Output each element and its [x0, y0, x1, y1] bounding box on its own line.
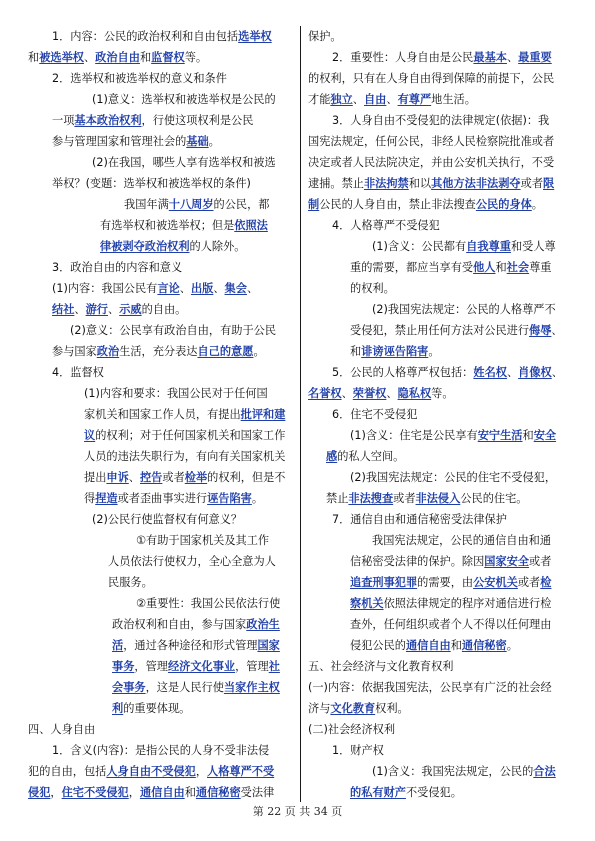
text-line — [28, 320, 294, 341]
text-line — [308, 215, 570, 236]
text-line — [28, 740, 294, 761]
text-run: 3．人身自由不受侵犯的法律规定(依据)：我 — [332, 114, 550, 127]
text-run: (1)含义：住宅是公民享有 — [350, 429, 478, 442]
text-run: (1)内容和要求：我国公民对于任何国 — [84, 387, 268, 400]
keyword-highlight: 他人 — [473, 261, 496, 274]
text-run: 济与 — [308, 702, 331, 715]
text-line — [28, 299, 294, 320]
text-run: 1．财产权 — [332, 744, 384, 757]
text-run: 或者 — [529, 555, 552, 568]
keyword-highlight: 侵犯 — [28, 786, 51, 799]
text-run: 的重要体现。 — [123, 702, 191, 715]
text-run: 决定或者人民法院决定，并由公安机关执行，不受 — [308, 156, 555, 169]
text-run: 1．内容：公民的政治权利和自由包括 — [52, 30, 239, 43]
text-run: 7．通信自由和通信秘密受法律保护 — [332, 513, 507, 526]
keyword-highlight: 经济文化事业 — [167, 660, 236, 673]
text-run: 犯的自由，包括 — [28, 765, 107, 778]
text-line — [28, 635, 294, 656]
text-run: 、 — [179, 282, 191, 295]
text-run: 我国宪法规定，公民的通信自由和通 — [372, 534, 552, 547]
text-line — [28, 614, 294, 635]
text-run: 、 — [83, 51, 96, 64]
keyword-highlight: 批评和建 — [240, 408, 286, 421]
text-run: 和受人尊 — [510, 240, 556, 253]
keyword-highlight: 通信自由 — [405, 639, 451, 652]
text-line — [308, 467, 570, 488]
text-line — [308, 362, 570, 383]
text-run: 3．政治自由的内容和意义 — [52, 261, 183, 274]
text-line — [28, 152, 294, 173]
text-line — [28, 215, 294, 236]
text-line — [308, 341, 570, 362]
text-run: 尊重 — [529, 261, 552, 274]
keyword-highlight: 独立 — [330, 93, 353, 106]
text-line — [28, 194, 294, 215]
keyword-highlight: 出版 — [190, 282, 214, 295]
text-run: 民服务。 — [108, 576, 153, 589]
text-run: 国宪法规定，任何公民，非经人民检察院批准或者 — [308, 135, 555, 148]
text-run: ，管理 — [235, 660, 269, 673]
text-line — [28, 488, 294, 509]
text-line — [308, 320, 570, 341]
text-run: 等。 — [431, 387, 454, 400]
text-line — [28, 446, 294, 467]
text-line — [308, 509, 570, 530]
keyword-highlight: 有尊严 — [397, 93, 432, 106]
text-run: 2．选举权和被选举权的意义和条件 — [52, 72, 227, 85]
text-run: 得 — [84, 492, 96, 505]
text-line — [308, 530, 570, 551]
text-run: 权利。 — [375, 702, 409, 715]
text-run: 人员依法行使权力，全心全意为人 — [108, 555, 276, 568]
keyword-highlight: 捏造 — [95, 492, 118, 505]
keyword-highlight: 名誉权 — [308, 387, 342, 400]
text-run: 的权利，只有在人身自由得到保障的前提下，公民 — [308, 72, 555, 85]
keyword-highlight: 最基本 — [473, 51, 507, 64]
keyword-highlight: 事务 — [112, 660, 135, 673]
text-line — [308, 131, 570, 152]
text-run: 。 — [251, 492, 264, 505]
text-run: ，通过各种途径和形式管理 — [123, 639, 258, 652]
text-line — [308, 635, 570, 656]
text-run: 的公民，都 — [213, 198, 270, 211]
text-run: 或者 — [520, 177, 544, 190]
text-run: 禁止 — [326, 492, 349, 505]
text-run: 的自由。 — [141, 303, 187, 316]
keyword-highlight: 感 — [326, 450, 338, 463]
keyword-highlight: 社会 — [506, 261, 530, 274]
text-run: 的私人空间。 — [337, 450, 405, 463]
keyword-highlight: 当家作主权 — [223, 681, 280, 694]
text-run: 2．重要性：人身自由是公民 — [332, 51, 474, 64]
text-run: 和 — [495, 261, 507, 274]
text-run: 5．公民的人格尊严权包括： — [332, 366, 474, 379]
text-run: 、 — [551, 324, 563, 337]
text-run: 等。 — [184, 51, 208, 64]
text-line — [28, 257, 294, 278]
text-run: (二)社会经济权利 — [308, 723, 396, 736]
text-line — [308, 404, 570, 425]
keyword-highlight: 察机关 — [350, 597, 384, 610]
text-run: 4．人格尊严不受侵犯 — [332, 219, 440, 232]
keyword-highlight: 文化教育 — [330, 702, 376, 715]
text-run: 4．监督权 — [52, 366, 104, 379]
text-run: (1)意义：选举权和被选举权是公民的 — [92, 93, 276, 106]
keyword-highlight: 住宅不受侵犯 — [61, 786, 129, 799]
text-run: 。 — [208, 135, 220, 148]
keyword-highlight: 通信自由 — [139, 786, 185, 799]
text-run: 。 — [428, 345, 440, 358]
keyword-highlight: 会事务 — [112, 681, 146, 694]
text-run: 、 — [213, 282, 225, 295]
text-run: 公民的人身自由，禁止非法搜查 — [319, 198, 476, 211]
text-run: 。 — [253, 345, 265, 358]
text-line — [28, 656, 294, 677]
text-run: 。 — [531, 198, 543, 211]
text-line — [308, 614, 570, 635]
text-line — [28, 131, 294, 152]
text-line — [28, 89, 294, 110]
keyword-highlight: 非法侵入 — [415, 492, 461, 505]
column-divider — [300, 26, 301, 802]
text-run: (2)在我国，哪些人享有选举权和被选 — [92, 156, 276, 169]
text-line — [308, 110, 570, 131]
text-run: 保护。 — [308, 30, 342, 43]
keyword-highlight: 自己的意愿 — [197, 345, 254, 358]
text-run: ， — [50, 786, 62, 799]
text-run: 四、人身自由 — [28, 723, 96, 736]
keyword-highlight: 检举 — [184, 471, 208, 484]
keyword-highlight: 利 — [112, 702, 124, 715]
text-run: 、 — [506, 366, 519, 379]
text-run: 我国年满 — [124, 198, 169, 211]
text-line — [308, 677, 570, 698]
keyword-highlight: 的私有财产 — [350, 786, 406, 799]
text-run: 的权利。 — [350, 282, 395, 295]
text-line — [308, 782, 570, 803]
text-line — [308, 257, 570, 278]
keyword-highlight: 合法 — [533, 765, 556, 778]
text-line — [308, 383, 570, 404]
keyword-highlight: 监督权 — [151, 51, 185, 64]
keyword-highlight: 政治自由 — [95, 51, 140, 64]
text-line — [308, 572, 570, 593]
text-run: (一)内容：依据我国宪法，公民享有广泛的社会经 — [308, 681, 552, 694]
text-run: (1)内容：我国公民有 — [52, 282, 158, 295]
keyword-highlight: 选举权 — [238, 30, 272, 43]
text-line — [28, 236, 294, 257]
text-line — [308, 89, 570, 110]
text-run: 或者歪曲事实进行 — [117, 492, 208, 505]
keyword-highlight: 诽谤诬告陷害 — [361, 345, 429, 358]
text-run: 1．含义(内容)：是指公民的人身不受非法侵 — [52, 744, 270, 757]
text-line — [28, 677, 294, 698]
text-run: 举权？(变题：选举权和被选举权的条件) — [52, 177, 251, 190]
text-run: 一项 — [52, 114, 75, 127]
keyword-highlight: 通信秘密 — [195, 786, 241, 799]
text-line — [28, 26, 294, 47]
keyword-highlight: 限 — [543, 177, 555, 190]
keyword-highlight: 安全 — [533, 429, 557, 442]
text-run: (1)含义：公民都有 — [372, 240, 467, 253]
text-line — [308, 551, 570, 572]
text-run: 或者 — [162, 471, 185, 484]
text-line — [308, 26, 570, 47]
text-line — [308, 656, 570, 677]
text-run: 的权利，但是不 — [207, 471, 286, 484]
keyword-highlight: 肖像权 — [518, 366, 552, 379]
keyword-highlight: 基本政治权利 — [74, 114, 142, 127]
keyword-highlight: 人格尊严不受 — [207, 765, 275, 778]
keyword-highlight: 政治生 — [246, 618, 280, 631]
text-run: ②重要性：我国公民依法行使 — [136, 597, 281, 610]
keyword-highlight: 控告 — [139, 471, 163, 484]
text-run: 重的需要，都应当享有受 — [350, 261, 474, 274]
text-run: 和 — [522, 429, 534, 442]
text-run: 参与国家 — [52, 345, 97, 358]
text-line — [308, 446, 570, 467]
text-line — [28, 782, 294, 803]
text-run: 、 — [74, 303, 86, 316]
text-run: 和 — [350, 345, 362, 358]
text-run: 或者 — [393, 492, 416, 505]
keyword-highlight: 集会 — [224, 282, 247, 295]
text-line — [28, 425, 294, 446]
text-line — [308, 299, 570, 320]
text-line — [308, 761, 570, 782]
text-run: 和 — [28, 51, 40, 64]
text-run: 6．住宅不受侵犯 — [332, 408, 418, 421]
text-run: 、 — [128, 471, 140, 484]
text-line — [28, 551, 294, 572]
text-run: 。 — [506, 639, 518, 652]
text-run: 才能 — [308, 93, 331, 106]
text-run: ，这是人民行使 — [145, 681, 224, 694]
keyword-highlight: 依照法 — [234, 219, 268, 232]
text-line — [308, 740, 570, 761]
text-run: 、 — [551, 366, 563, 379]
text-line — [28, 173, 294, 194]
text-line — [28, 47, 294, 68]
keyword-highlight: 非法搜查 — [348, 492, 394, 505]
text-run: 和 — [184, 786, 196, 799]
keyword-highlight: 通信秘密 — [461, 639, 507, 652]
keyword-highlight: 隐私权 — [397, 387, 432, 400]
text-run: 的人除外。 — [189, 240, 246, 253]
left-column — [28, 26, 294, 803]
text-line — [308, 488, 570, 509]
text-line — [28, 572, 294, 593]
text-run: 五、社会经济与文化教育权利 — [308, 660, 454, 673]
text-line — [308, 278, 570, 299]
text-line — [28, 110, 294, 131]
text-line — [28, 404, 294, 425]
keyword-highlight: 律被剥夺政治权利 — [100, 240, 190, 253]
keyword-highlight: 申诉 — [106, 471, 129, 484]
text-line — [28, 761, 294, 782]
text-line — [308, 719, 570, 740]
keyword-highlight: 言论 — [157, 282, 180, 295]
text-run: 受侵犯，禁止用任何方法对公民进行 — [350, 324, 530, 337]
text-run: ， — [195, 765, 208, 778]
text-run: 、 — [506, 51, 519, 64]
text-run: 或者 — [517, 576, 541, 589]
text-run: (2)意义：公民享有政治自由，有助于公民 — [70, 324, 277, 337]
keyword-highlight: 政治 — [96, 345, 120, 358]
text-run: 受法律 — [240, 786, 275, 799]
text-run: 地生活。 — [431, 93, 476, 106]
text-line — [308, 425, 570, 446]
text-run: 、 — [386, 93, 398, 106]
text-run: 和以 — [408, 177, 432, 190]
keyword-highlight: 公安机关 — [473, 576, 518, 589]
text-run: ①有助于国家机关及其工作 — [136, 534, 270, 547]
text-run: 有选举权和被选举权；但是 — [100, 219, 235, 232]
text-run: 、 — [246, 282, 259, 295]
keyword-highlight: 社 — [268, 660, 280, 673]
keyword-highlight: 诬告陷害 — [207, 492, 252, 505]
text-run: 政治权利和自由，参与国家 — [112, 618, 247, 631]
keyword-highlight: 游行 — [85, 303, 108, 316]
text-line — [28, 278, 294, 299]
page-footer: 第 22 页 共 34 页 — [252, 805, 343, 818]
keyword-highlight: 非法拘禁 — [363, 177, 409, 190]
text-line — [308, 698, 570, 719]
keyword-highlight: 侮辱 — [529, 324, 552, 337]
text-run: 、 — [352, 93, 364, 106]
text-run: 参与管理国家和管理社会的 — [52, 135, 187, 148]
keyword-highlight: 人身自由不受侵犯 — [106, 765, 196, 778]
text-line — [308, 236, 570, 257]
text-line — [308, 593, 570, 614]
keyword-highlight: 示威 — [119, 303, 142, 316]
text-run: 依照法律规定的程序对通信进行检 — [383, 597, 552, 610]
keyword-highlight: 制 — [308, 198, 320, 211]
keyword-highlight: 姓名权 — [473, 366, 507, 379]
text-run: 查外，任何组织或者个人不得以任何理由 — [350, 618, 552, 631]
text-line — [308, 194, 570, 215]
text-line — [28, 509, 294, 530]
text-line — [308, 152, 570, 173]
text-run: 的权利；对于任何国家机关和国家工作 — [95, 429, 286, 442]
keyword-highlight: 自由 — [363, 93, 387, 106]
text-line — [28, 467, 294, 488]
text-run: (2)我国宪法规定：公民的住宅不受侵犯， — [350, 471, 557, 484]
text-run: 和 — [139, 51, 152, 64]
keyword-highlight: 议 — [84, 429, 96, 442]
keyword-highlight: 国家 — [257, 639, 280, 652]
text-run: 公民的住宅。 — [460, 492, 528, 505]
text-line — [28, 698, 294, 719]
text-run: 家机关和国家工作人员，有提出 — [84, 408, 241, 421]
text-run: 信秘密受法律的保护。除因 — [350, 555, 485, 568]
keyword-highlight: 十八周岁 — [168, 198, 214, 211]
text-run: 人员的违法失职行为，有向有关国家机关 — [84, 450, 286, 463]
keyword-highlight: 其他方法非法剥夺 — [431, 177, 521, 190]
text-run: (2)我国宪法规定：公民的人格尊严不 — [372, 303, 556, 316]
text-run: 逮捕。禁止 — [308, 177, 364, 190]
keyword-highlight: 追查刑事犯罪 — [350, 576, 418, 589]
keyword-highlight: 荣誉权 — [352, 387, 387, 400]
keyword-highlight: 安宁生活 — [477, 429, 523, 442]
keyword-highlight: 被选举权 — [39, 51, 84, 64]
keyword-highlight: 活 — [112, 639, 124, 652]
text-run: 不受侵犯。 — [405, 786, 462, 799]
text-line — [308, 68, 570, 89]
right-column — [308, 26, 570, 803]
text-run: 生活，充分表达 — [119, 345, 198, 358]
text-run: 和 — [450, 639, 462, 652]
keyword-highlight: 结社 — [52, 303, 75, 316]
keyword-highlight: 基础 — [186, 135, 209, 148]
text-run: ，管理 — [134, 660, 168, 673]
text-run: ，行使这项权利是公民 — [141, 114, 254, 127]
text-run: (2)公民行使监督权有何意义？ — [92, 513, 243, 526]
text-run: 提出 — [84, 471, 107, 484]
text-line — [28, 593, 294, 614]
keyword-highlight: 公民的身体 — [475, 198, 532, 211]
text-line — [308, 47, 570, 68]
text-run: 侵犯公民的 — [350, 639, 406, 652]
keyword-highlight: 检 — [540, 576, 552, 589]
text-run: (1)含义：我国宪法规定，公民的 — [372, 765, 534, 778]
text-line — [28, 530, 294, 551]
text-line — [28, 341, 294, 362]
text-line — [28, 362, 294, 383]
text-run: 、 — [386, 387, 398, 400]
text-line — [308, 173, 570, 194]
keyword-highlight: 自我尊重 — [466, 240, 511, 253]
keyword-highlight: 国家安全 — [484, 555, 530, 568]
text-run: 、 — [341, 387, 353, 400]
keyword-highlight: 最重要 — [518, 51, 552, 64]
text-line — [28, 383, 294, 404]
text-run: 、 — [107, 303, 120, 316]
text-run: ， — [128, 786, 140, 799]
text-line — [28, 68, 294, 89]
text-run: 的需要，由 — [417, 576, 474, 589]
text-line — [28, 719, 294, 740]
